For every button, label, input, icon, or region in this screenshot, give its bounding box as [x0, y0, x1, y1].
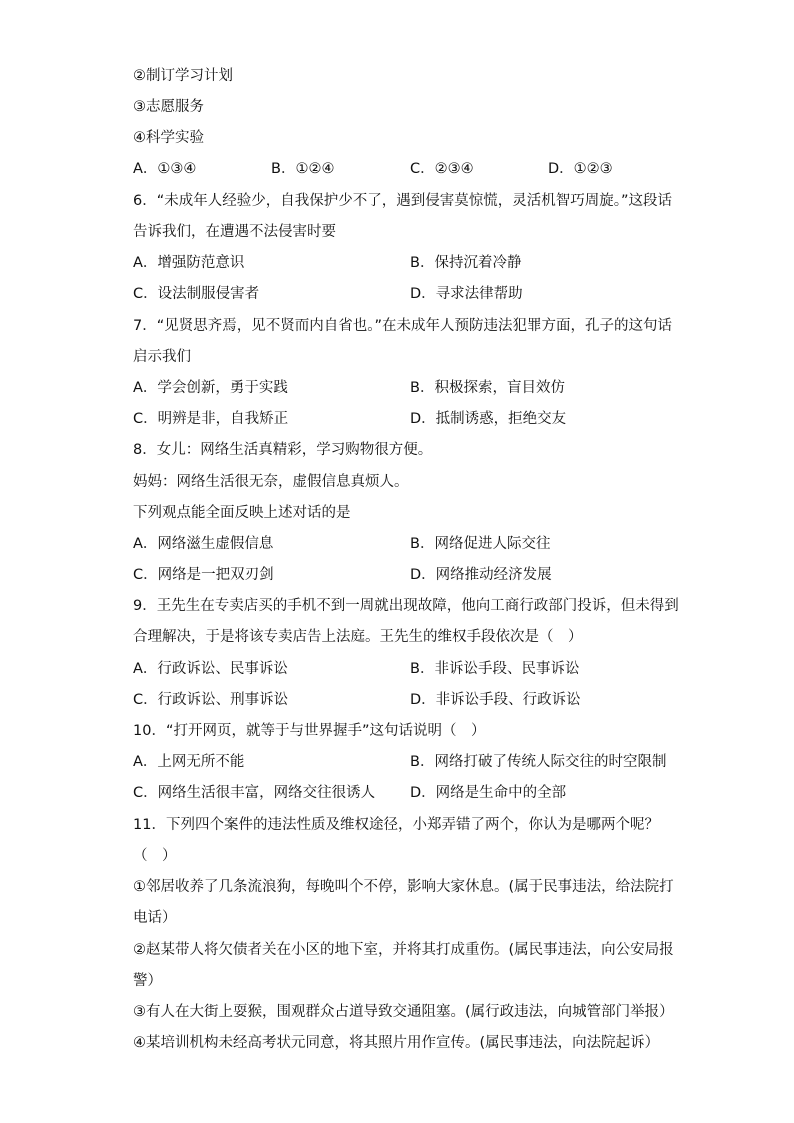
q7-option-b: B．积极探索，盲目效仿 [410, 380, 565, 396]
q8-option-d: D．网络推动经济发展 [410, 567, 552, 583]
q8-option-b: B．网络促进人际交往 [410, 536, 551, 552]
q11-item-2-line-2: 警） [133, 973, 162, 989]
q11-item-3: ③有人在大街上耍猴，围观群众占道导致交通阻塞。(属行政违法，向城管部门举报） [133, 1004, 674, 1020]
q10-option-c: C．网络生活很丰富，网络交往很诱人 [133, 785, 376, 801]
q5-option-b: B．①②④ [271, 161, 335, 177]
q10-option-d: D．网络是生命中的全部 [410, 785, 567, 801]
q6-stem-line-2: 告诉我们，在遭遇不法侵害时要 [133, 224, 336, 240]
q7-option-a: A．学会创新，勇于实践 [133, 380, 288, 396]
q5-item-4: ④科学实验 [133, 130, 204, 146]
q6-stem-line-1: 6．“未成年人经验少，自我保护少不了，遇到侵害莫惊慌，灵活机智巧周旋。”这段话 [133, 193, 672, 209]
q9-option-a: A．行政诉讼、民事诉讼 [133, 661, 288, 677]
q10-option-b: B．网络打破了传统人际交往的时空限制 [410, 754, 667, 770]
q8-option-c: C．网络是一把双刃剑 [133, 567, 274, 583]
q6-option-a: A．增强防范意识 [133, 255, 245, 271]
q8-option-a: A．网络滋生虚假信息 [133, 536, 274, 552]
q11-stem-line-1: 11．下列四个案件的违法性质及维权途径，小郑弄错了两个，你认为是哪两个呢？ [133, 817, 659, 833]
q11-item-2-line-1: ②赵某带人将欠债者关在小区的地下室，并将其打成重伤。(属民事违法，向公安局报 [133, 942, 674, 958]
q9-stem-line-2: 合理解决，于是将该专卖店告上法庭。王先生的维权手段依次是（ ） [133, 629, 583, 645]
q9-stem-line-1: 9．王先生在专卖店买的手机不到一周就出现故障，他向工商行政部门投诉，但未得到 [133, 598, 679, 614]
q8-stem-line-3: 下列观点能全面反映上述对话的是 [133, 505, 351, 521]
q9-option-b: B．非诉讼手段、民事诉讼 [410, 661, 580, 677]
q10-option-a: A．上网无所不能 [133, 754, 245, 770]
q9-option-d: D．非诉讼手段、行政诉讼 [410, 692, 581, 708]
q7-stem-line-1: 7．“见贤思齐焉，见不贤而内自省也。”在未成年人预防违法犯罪方面，孔子的这句话 [133, 318, 672, 334]
q11-item-1-line-1: ①邻居收养了几条流浪狗，每晚叫个不停，影响大家休息。(属于民事违法，给法院打 [133, 879, 674, 895]
q7-option-c: C．明辨是非，自我矫正 [133, 411, 289, 427]
q5-option-d: D．①②③ [548, 161, 613, 177]
q5-option-c: C．②③④ [410, 161, 474, 177]
q5-item-2: ②制订学习计划 [133, 68, 233, 84]
q11-item-1-line-2: 电话） [133, 910, 177, 926]
q9-option-c: C．行政诉讼、刑事诉讼 [133, 692, 289, 708]
q8-stem-line-1: 8．女儿：网络生活真精彩，学习购物很方便。 [133, 442, 433, 458]
q8-stem-line-2: 妈妈：网络生活很无奈，虚假信息真烦人。 [133, 474, 409, 490]
q10-stem-line-1: 10．“打开网页，就等于与世界握手”这句话说明（ ） [133, 723, 486, 739]
q7-stem-line-2: 启示我们 [133, 349, 191, 365]
q6-option-d: D．寻求法律帮助 [410, 286, 523, 302]
q7-option-d: D．抵制诱惑，拒绝交友 [410, 411, 567, 427]
q5-option-a: A．①③④ [133, 161, 197, 177]
q11-stem-line-2: （ ） [133, 848, 177, 864]
q5-item-3: ③志愿服务 [133, 99, 204, 115]
q11-item-4: ④某培训机构未经高考状元同意，将其照片用作宣传。(属民事违法，向法院起诉） [133, 1035, 660, 1051]
q6-option-c: C．设法制服侵害者 [133, 286, 260, 302]
q6-option-b: B．保持沉着冷静 [410, 255, 522, 271]
